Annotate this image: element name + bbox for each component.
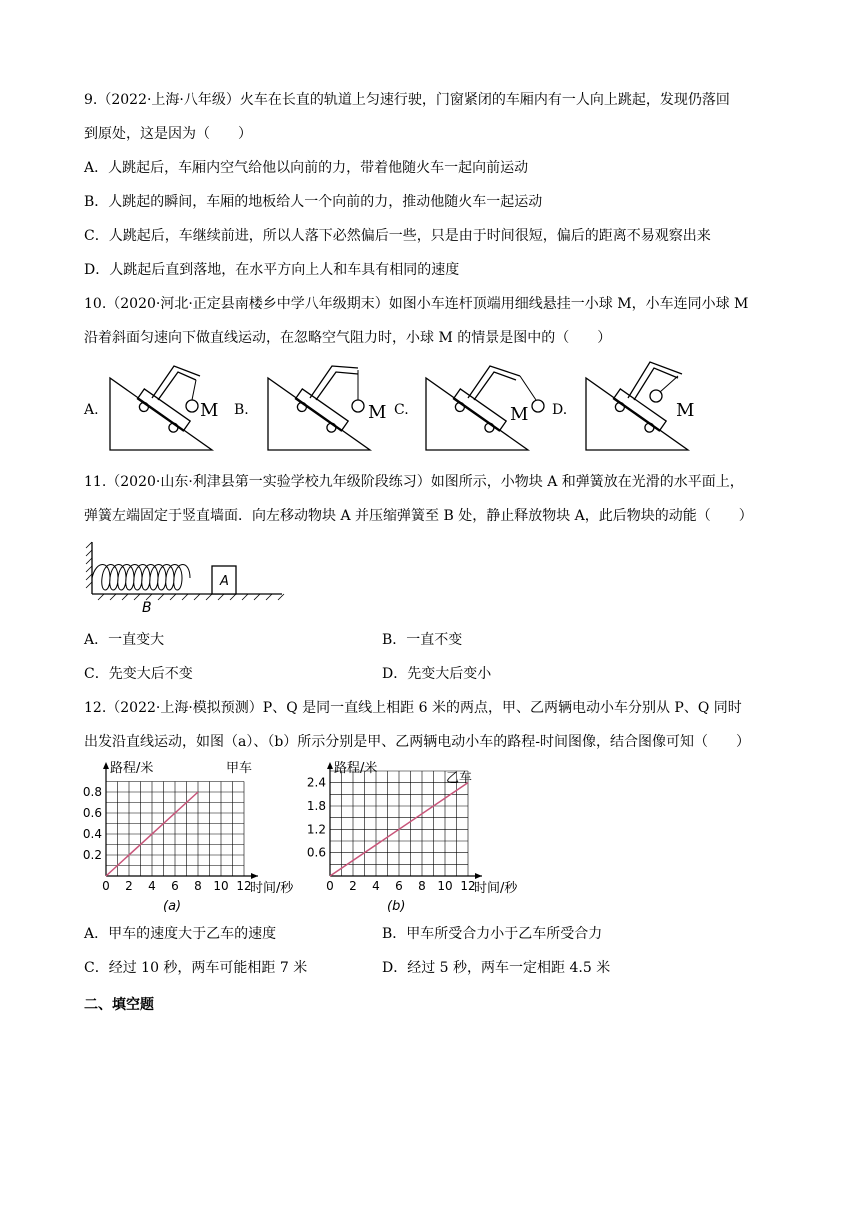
x-tick-label: 6 [171,879,179,893]
q9-stem-line1: 9.（2022·上海·八年级）火车在长直的轨道上匀速行驶，门窗紧闭的车厢内有一人向上跳起，发现仍落回 [84,92,730,108]
q9-option-d: D．人跳起后直到落地，在水平方向上人和车具有相同的速度 [84,262,460,278]
cart-wheel [325,421,338,434]
q9-option-c: C．人跳起后，车继续前进，所以人落下必然偏后一些，只是由于时间很短，偏后的距离不易观察出来 [84,228,711,244]
q12-option-c: C．经过 10 秒，两车可能相距 7 米 [84,960,308,976]
q9-option-a: A．人跳起后，车厢内空气给他以向前的力，带着他随火车一起向前运动 [84,160,529,176]
ball-m [650,390,662,402]
grid [330,771,468,876]
ball-label: M [510,404,529,425]
q12-option-d: D．经过 5 秒，两车一定相距 4.5 米 [382,960,611,976]
q11-spring-figure [84,540,284,614]
ball-m [352,400,364,412]
x-tick-label: 10 [437,879,453,893]
q10-figure-a [104,356,224,452]
ball-m [532,400,544,412]
cart-wheel [483,421,496,434]
x-tick-label: 8 [418,879,426,893]
point-b-label: B [142,600,152,616]
x-axis-arrow [475,873,482,879]
q10-figure-c [420,356,550,452]
cart-wheel [167,421,180,434]
y-tick-label: 1.2 [306,822,326,837]
cart-body [453,389,506,431]
chart-title: 甲车 [226,761,253,776]
cart-body [613,389,666,431]
q10-label-a: A. [84,402,99,418]
q12-option-a: A．甲车的速度大于乙车的速度 [84,926,277,942]
q11-option-a: A．一直变大 [84,632,165,648]
q11-option-d: D．先变大后变小 [382,666,492,682]
q9-stem-line2: 到原处，这是因为（ ） [84,126,252,142]
x-tick-label: 2 [125,879,133,893]
x-tick-label: 8 [194,879,202,893]
chart-caption: (a) [163,899,182,914]
y-axis-label: 路程/米 [334,761,378,776]
cart-wheel [614,401,627,414]
x-tick-label: 0 [102,879,110,893]
q12-chart-b [296,758,546,916]
cart-wheel [138,401,151,414]
incline [110,378,212,450]
ball-m [186,400,198,412]
cart-rod [310,366,358,398]
y-tick-label: 0.2 [82,848,102,862]
q9-option-b: B．人跳起的瞬间，车厢的地板给人一个向前的力，推动他随火车一起运动 [84,194,543,210]
cart-body [295,389,348,431]
y-axis-label: 路程/米 [110,761,154,776]
x-axis-label: 时间/秒 [250,881,294,896]
y-tick-label: 0.6 [82,806,102,820]
cart-wheel [454,401,467,414]
incline [268,378,370,450]
x-tick-label: 12 [460,879,476,893]
q10-stem-line1: 10.（2020·河北·正定县南楼乡中学八年级期末）如图小车连杆顶端用细线悬挂一小球 M，小车连同小球 M [84,296,749,312]
y-tick-label: 2.4 [306,775,326,790]
block-a-label: A [220,574,229,589]
q10-label-d: D. [552,402,568,418]
q12-stem-line1: 12.（2022·上海·模拟预测）P、Q 是同一直线上相距 6 米的两点，甲、乙两辆电动小车分别从 P、Q 同时 [84,700,742,716]
y-tick-label: 0.8 [82,785,102,799]
x-tick-label: 10 [213,879,229,893]
chart-caption: (b) [387,899,406,914]
ball-label: M [200,400,219,421]
x-tick-label: 4 [148,879,156,893]
ball-label: M [368,402,387,423]
y-axis-arrow [103,762,109,769]
q10-label-b: B. [234,402,249,418]
q10-stem-line2: 沿着斜面匀速向下做直线运动，在忽略空气阻力时，小球 M 的情景是图中的（ ） [84,330,612,346]
q12-stem-line2: 出发沿直线运动，如图（a）、（b）所示分别是甲、乙两辆电动小车的路程-时间图像，结合图像可知（ ） [84,734,751,750]
q11-option-b: B．一直不变 [382,632,463,648]
cart-rod [152,366,200,398]
y-tick-label: 0.6 [306,845,326,860]
string [660,376,678,392]
x-axis-label: 时间/秒 [474,881,518,896]
x-tick-label: 12 [236,879,252,893]
cart-body [137,389,190,431]
q11-stem-line2: 弹簧左端固定于竖直墙面．向左移动物块 A 并压缩弹簧至 B 处，静止释放物块 A，此后物块的动能（ ） [84,508,753,524]
cart-wheel [643,421,656,434]
x-tick-label: 0 [326,879,334,893]
chart-title: 乙车 [446,771,473,786]
wall-hatch [86,542,92,588]
section-heading: 二、填空题 [84,997,154,1013]
q10-label-c: C. [394,402,409,418]
x-tick-label: 4 [372,879,380,893]
floor-hatch [98,594,284,600]
string [520,376,536,400]
cart-rod [468,366,520,398]
incline [586,378,688,450]
q12-option-b: B．甲车所受合力小于乙车所受合力 [382,926,603,942]
q10-figure-d [580,356,710,452]
y-tick-label: 0.4 [82,827,102,841]
q12-chart-a [76,758,306,916]
q11-option-c: C．先变大后不变 [84,666,193,682]
x-tick-label: 2 [349,879,357,893]
y-tick-label: 1.8 [306,799,326,813]
x-axis-arrow [251,873,258,879]
x-tick-label: 6 [395,879,403,893]
string [192,380,196,400]
q11-stem-line1: 11.（2020·山东·利津县第一实验学校九年级阶段练习）如图所示，小物块 A 和弹簧放在光滑的水平面上， [84,474,744,490]
grid [106,782,244,877]
q10-figure-b [262,356,392,452]
ball-label: M [676,400,695,421]
spring [92,565,190,591]
cart-wheel [296,401,309,414]
y-axis-arrow [327,762,333,769]
